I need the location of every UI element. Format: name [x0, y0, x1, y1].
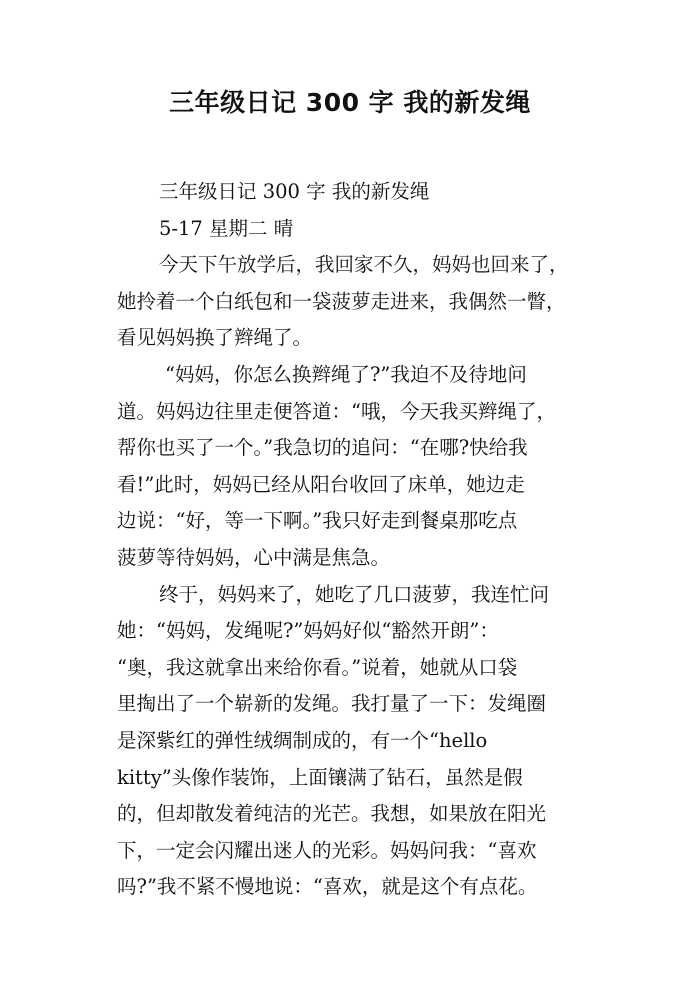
paragraph-line: 吗?”我不紧不慢地说：“喜欢，就是这个有点花。 — [117, 875, 538, 899]
paragraph-line: “奥，我这就拿出来给你看。”说着，她就从口袋 — [117, 655, 518, 679]
document-title: 三年级日记 300 字 我的新发绳 — [169, 88, 531, 117]
paragraph-line: 菠萝等待妈妈，心中满是焦急。 — [117, 545, 391, 569]
paragraph-line: 是深紫红的弹性绒绸制成的，有一个“hello — [117, 728, 488, 752]
date-weather-line: 5-17 星期二 晴 — [159, 216, 294, 240]
paragraph-line: 她拎着一个白纸包和一袋菠萝走进来，我偶然一瞥， — [117, 289, 566, 313]
paragraph-line: “妈妈，你怎么换辫绳了?”我迫不及待地问 — [165, 362, 527, 386]
paragraph-line: 她：“妈妈，发绳呢?”妈妈好似“豁然开朗”： — [117, 619, 499, 643]
paragraph-line: 边说：“好，等一下啊。”我只好走到餐桌那吃点 — [117, 509, 518, 533]
paragraph-line: 道。妈妈边往里走便答道：“哦，今天我买辫绳了， — [117, 399, 556, 423]
paragraph-line: 里掏出了一个崭新的发绳。我打量了一下：发绳圈 — [117, 692, 547, 716]
paragraph-line: 帮你也买了一个。”我急切的追问：“在哪?快给我 — [117, 436, 528, 460]
document-body — [117, 174, 595, 906]
paragraph-line: 看!”此时，妈妈已经从阳台收回了床单，她边走 — [117, 472, 525, 496]
subtitle-line: 三年级日记 300 字 我的新发绳 — [159, 180, 430, 203]
paragraph-line: kitty”头像作装饰，上面镶满了钻石，虽然是假 — [117, 765, 523, 789]
paragraph-line: 今天下午放学后，我回家不久，妈妈也回来了， — [159, 253, 569, 277]
paragraph-line: 看见妈妈换了辫绳了。 — [117, 326, 313, 350]
paragraph-line: 的，但却散发着纯洁的光芒。我想，如果放在阳光 — [117, 802, 547, 826]
paragraph-line: 下，一定会闪耀出迷人的光彩。妈妈问我：“喜欢 — [117, 838, 537, 862]
paragraph-line: 终于，妈妈来了，她吃了几口菠萝，我连忙问 — [159, 582, 550, 606]
